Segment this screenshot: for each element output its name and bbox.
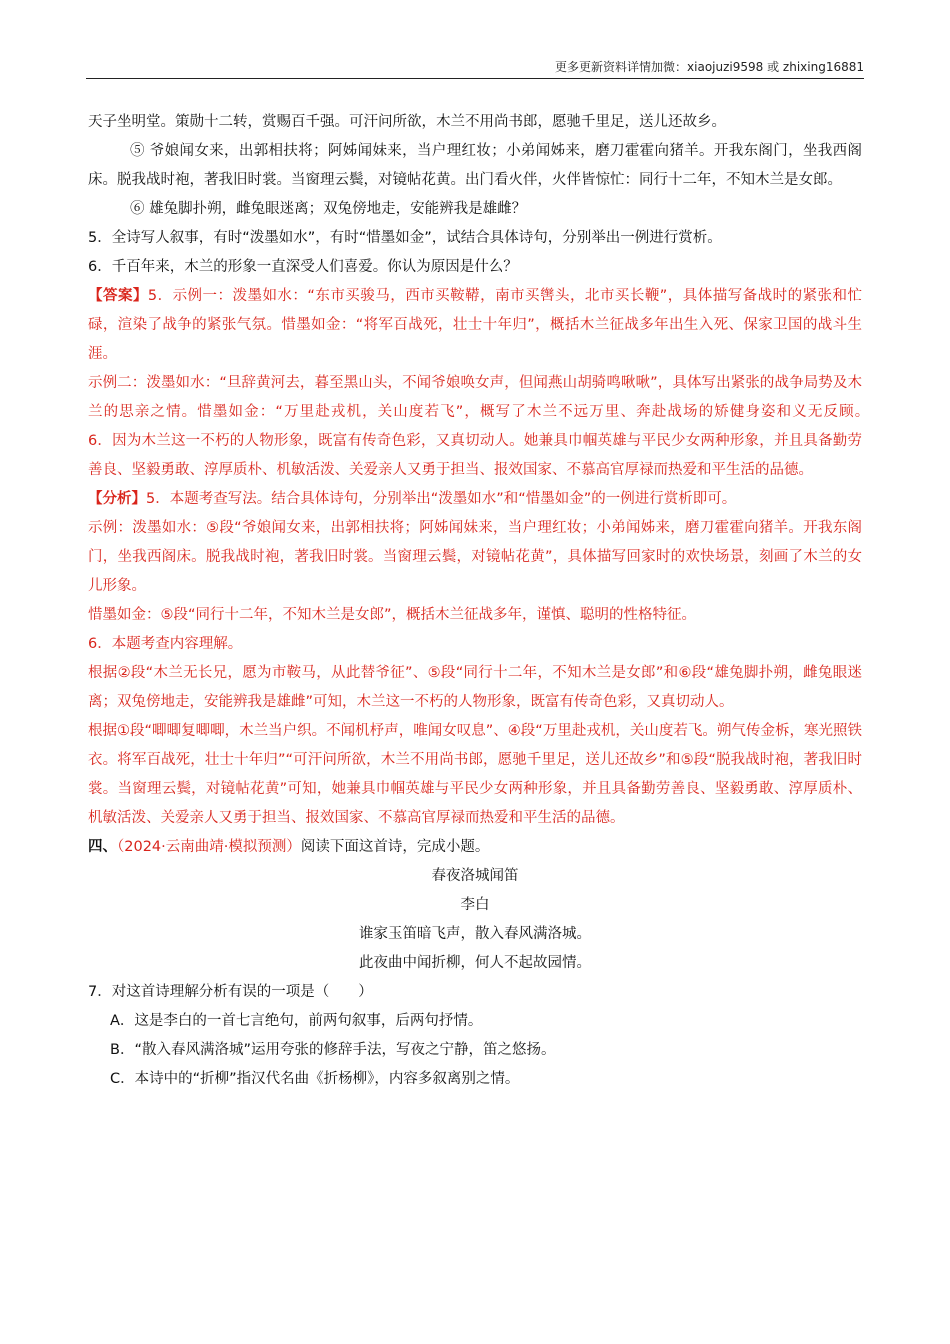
header-contact-text: 更多更新资料详情加微：xiaojuzi9598 或 zhixing16881 — [555, 60, 864, 74]
analysis-label: 【分析】 — [88, 491, 146, 507]
section-4-source: （2024·云南曲靖·模拟预测） — [117, 839, 301, 855]
answer-paragraph-1 — [88, 282, 862, 369]
poem-line-2: 此夜曲中闻折柳，何人不起故园情。 — [359, 955, 591, 971]
analysis-text-1: 5．本题考查写法。结合具体诗句，分别举出“泼墨如水”和“惜墨如金”的一例进行赏析即可。 — [146, 491, 737, 507]
analysis-paragraph-1 — [88, 485, 862, 514]
analysis-paragraph-3: 惜墨如金：⑤段“同行十二年，不知木兰是女郎”，概括木兰征战多年，谨慎、聪明的性格特征。 — [88, 607, 697, 623]
question-6: 6．千百年来，木兰的形象一直深受人们喜爱。你认为原因是什么？ — [88, 259, 518, 275]
question-7-stem: 7．对这首诗理解分析有误的一项是（ ） — [88, 984, 373, 1000]
answer-label: 【答案】 — [88, 288, 148, 304]
answer-paragraph-2: 示例二：泼墨如水：“旦辞黄河去，暮至黑山头，不闻爷娘唤女声，但闻燕山胡骑鸣啾啾”，具体写出紧张的战争局势及木兰的思亲之情。惜墨如金：“万里赴戎机，关山度若飞”，概写了木兰不远万里、奔赴战场的矫健身姿和义无反顾。 6．因为木兰这一不朽的人物形象，既富有传奇色彩，又真切动人。她兼具巾帼英雄与平民少女两种形象，并且具备勤劳善良、坚毅勇敢、淳厚质朴、机敏活泼、关爱亲人又勇于担当、报效国家、不慕高官厚禄而热爱和平生活的品德。 — [88, 375, 896, 478]
passage-paragraph-5: ⑤ 爷娘闻女来，出郭相扶将；阿姊闻妹来，当户理红妆；小弟闻姊来，磨刀霍霍向猪羊。开我东阁门，坐我西阁床。脱我战时袍，著我旧时裳。当窗理云鬓，对镜帖花黄。出门看火伴，火伴皆惊忙：同行十二年，不知木兰是女郎。 — [88, 143, 862, 188]
analysis-paragraph-2: 示例：泼墨如水：⑤段“爷娘闻女来，出郭相扶将；阿姊闻妹来，当户理红妆；小弟闻姊来，磨刀霍霍向猪羊。开我东阁门，坐我西阁床。脱我战时袍，著我旧时裳。当窗理云鬓，对镜帖花黄”，具体描写回家时的欢快场景，刻画了木兰的女儿形象。 — [88, 520, 862, 594]
question-7-option-b: B．“散入春风满洛城”运用夸张的修辞手法，写夜之宁静，笛之悠扬。 — [110, 1042, 556, 1058]
question-7-option-a: A．这是李白的一首七言绝句，前两句叙事，后两句抒情。 — [110, 1013, 483, 1029]
document-body — [88, 108, 896, 1094]
question-5: 5．全诗写人叙事，有时“泼墨如水”，有时“惜墨如金”，试结合具体诗句，分别举出一例进行赏析。 — [88, 230, 722, 246]
poem-title: 春夜洛城闻笛 — [431, 868, 519, 884]
analysis-paragraph-5: 根据②段“木兰无长兄，愿为市鞍马，从此替爷征”、⑤段“同行十二年，不知木兰是女郎”和⑥段“雄兔脚扑朔，雌兔眼迷离；双兔傍地走，安能辨我是雄雌”可知，木兰这一不朽的人物形象，既富有传奇色彩，又真切动人。 — [88, 665, 862, 710]
poem-author: 李白 — [460, 897, 490, 913]
answer-text-1: 5．示例一：泼墨如水：“东市买骏马，西市买鞍鞯，南市买辔头，北市买长鞭”，具体描写备战时的紧张和忙碌，渲染了战争的紧张气氛。惜墨如金：“将军百战死，壮士十年归”，概括木兰征战多年出生入死、保家卫国的战斗生涯。 — [88, 288, 862, 362]
section-4-label: 四、 — [88, 839, 117, 855]
passage-paragraph-6: ⑥ 雄兔脚扑朔，雌兔眼迷离；双兔傍地走，安能辨我是雄雌？ — [130, 201, 527, 217]
page-header — [86, 56, 864, 79]
section-4-instruction: 阅读下面这首诗，完成小题。 — [300, 839, 490, 855]
poem-line-1: 谁家玉笛暗飞声，散入春风满洛城。 — [359, 926, 591, 942]
question-7-option-c: C．本诗中的“折柳”指汉代名曲《折杨柳》，内容多叙离别之情。 — [110, 1071, 520, 1087]
analysis-paragraph-6: 根据①段“唧唧复唧唧，木兰当户织。不闻机杼声，唯闻女叹息”、④段“万里赴戎机，关山度若飞。朔气传金柝，寒光照铁衣。将军百战死，壮士十年归”“可汗问所欲，木兰不用尚书郎，愿驰千里足，送儿还故乡”和⑤段“脱我战时袍，著我旧时裳。当窗理云鬓，对镜帖花黄”可知，她兼具巾帼英雄与平民少女两种形象，并且具备勤劳善良、坚毅勇敢、淳厚质朴、机敏活泼、关爱亲人又勇于担当、报效国家、不慕高官厚禄而热爱和平生活的品德。 — [88, 723, 862, 826]
section-4-heading — [88, 833, 862, 862]
passage-line-top: 天子坐明堂。策勋十二转，赏赐百千强。可汗问所欲，木兰不用尚书郎，愿驰千里足，送儿还故乡。 — [88, 114, 726, 130]
analysis-paragraph-4: 6．本题考查内容理解。 — [88, 636, 243, 652]
